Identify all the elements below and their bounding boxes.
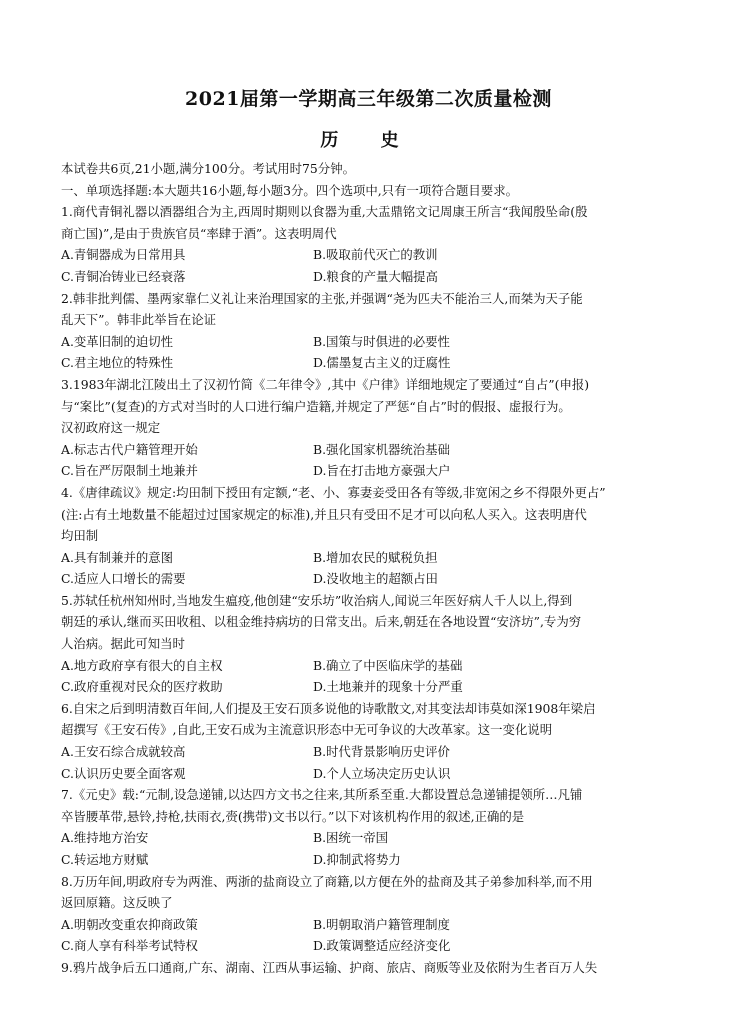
- question-text: 9.鸦片战争后五口通商,广东、湖南、江西从事运输、护商、旅店、商贩等业及依附为生者百万人失: [61, 959, 598, 975]
- question-text: 3.1983年湖北江陵出土了汉初竹简《二年律令》,其中《户律》详细地规定了要通过“自占”(申报): [61, 376, 590, 392]
- option-c: C.认识历史要全面客观: [61, 765, 186, 781]
- option-b: B.强化国家机器统治基础: [313, 441, 450, 457]
- question-text: 乱天下”。韩非此举旨在论证: [61, 312, 217, 328]
- option-d: D.个人立场决定历史认识: [313, 765, 451, 781]
- exam-content: [61, 158, 679, 979]
- question-text: 5.苏轼任杭州知州时,当地发生瘟疫,他创建“安乐坊”收治病人,闻说三年医好病人千人以上,得到: [61, 592, 573, 608]
- option-b: B.时代背景影响历史评价: [313, 744, 450, 760]
- question-4: [61, 482, 679, 590]
- option-a: A.标志古代户籍管理开始: [61, 441, 198, 457]
- option-c: C.政府重视对民众的医疗救助: [61, 679, 223, 695]
- option-a: A.明朝改变重农抑商政策: [61, 916, 198, 932]
- subject-title: 历 史: [320, 130, 417, 151]
- question-text: 7.《元史》载:“元制,设急递铺,以达四方文书之往来,其所系至重.大都设置总急递铺提领所…凡铺: [61, 787, 583, 803]
- option-b: B.困统一帝国: [313, 830, 388, 846]
- option-c: C.旨在严厉限制土地兼并: [61, 463, 198, 479]
- option-d: D.旨在打击地方豪强大户: [313, 463, 451, 479]
- option-a: A.变革旧制的迫切性: [61, 333, 174, 349]
- option-b: B.确立了中医临床学的基础: [313, 657, 463, 673]
- option-d: D.粮食的产量大幅提高: [313, 268, 438, 284]
- question-2: [61, 288, 679, 374]
- question-text: 超撰写《王安石传》,自此,王安石成为主流意识形态中无可争议的大改革家。这一变化说明: [61, 722, 553, 738]
- question-text: 与“案比”(复查)的方式对当时的人口进行编户造籍,并规定了严惩“自占”时的假报、虚报行为。: [61, 398, 571, 414]
- question-7: [61, 784, 679, 870]
- option-d: D.土地兼并的现象十分严重: [313, 679, 463, 695]
- question-text: 商亡国)”,是由于贵族官员“率肆于酒”。这表明周代: [61, 225, 337, 241]
- question-text: 卒皆腰革带,悬铃,持枪,扶雨衣,赍(携带)文书以行。”以下对该机构作用的叙述,正确的是: [61, 808, 525, 824]
- option-c: C.适应人口增长的需要: [61, 571, 186, 587]
- option-d: D.没收地主的超额占田: [313, 571, 438, 587]
- question-text: 2.韩非批判儒、墨两家靠仁义礼让来治理国家的主张,并强调“尧为匹夫不能治三人,而桀为天子能: [61, 290, 583, 306]
- question-text: 汉初政府这一规定: [61, 420, 161, 436]
- intro-line: 本试卷共6页,21小题,满分100分。考试用时75分钟。: [61, 161, 355, 176]
- question-text: (注:占有土地数量不能超过过国家规定的标准),并且只有受田不足才可以向私人买入。这表明唐代: [61, 506, 587, 522]
- question-1: [61, 201, 679, 287]
- option-a: A.维持地方治安: [61, 830, 149, 846]
- option-b: B.吸取前代灭亡的教训: [313, 247, 438, 263]
- option-d: D.政策调整适应经济变化: [313, 938, 451, 954]
- option-b: B.国策与时俱进的必要性: [313, 333, 450, 349]
- option-c: C.青铜冶铸业已经衰落: [61, 268, 186, 284]
- option-a: A.青铜器成为日常用具: [61, 247, 186, 263]
- question-text: 4.《唐律疏议》规定:均田制下授田有定额,“老、小、寡妻妾受田各有等级,非宽闲之乡不得限外更占”: [61, 484, 606, 500]
- option-b: B.增加农民的赋税负担: [313, 549, 438, 565]
- question-text: 6.自宋之后到明清数百年间,人们提及王安石顶多说他的诗歌散文,对其变法却讳莫如深1908年梁启: [61, 700, 596, 716]
- question-text: 1.商代青铜礼器以酒器组合为主,西周时期则以食器为重,大盂鼎铭文记周康王所言“我闻殷坠命(殷: [61, 204, 588, 220]
- option-a: A.具有制兼并的意图: [61, 549, 174, 565]
- option-c: C.君主地位的特殊性: [61, 355, 174, 371]
- question-text: 返回原籍。这反映了: [61, 895, 173, 911]
- option-c: C.转运地方财赋: [61, 852, 149, 867]
- question-text: 均田制: [61, 528, 99, 544]
- question-5: [61, 590, 679, 698]
- option-c: C.商人享有科举考试特权: [61, 938, 198, 954]
- option-b: B.明朝取消户籍管理制度: [313, 916, 450, 932]
- section-heading: 一、单项选择题:本大题共16小题,每小题3分。四个选项中,只有一项符合题目要求。: [61, 182, 518, 198]
- question-8: [61, 871, 679, 957]
- option-d: D.抑制武将势力: [313, 852, 401, 867]
- question-text: 人治病。据此可知当时: [61, 636, 185, 652]
- question-text: 朝廷的承认,继而买田收租、以租金维持病坊的日常支出。后来,朝廷在各地设置“安济坊”,专为穷: [61, 614, 582, 630]
- question-3: [61, 374, 679, 482]
- option-d: D.儒墨复古主义的迂腐性: [313, 355, 451, 371]
- question-9: [61, 957, 679, 979]
- option-a: A.地方政府享有很大的自主权: [61, 657, 223, 673]
- question-text: 8.万历年间,明政府专为两淮、两浙的盐商设立了商籍,以方便在外的盐商及其子弟参加科举,而不用: [61, 873, 593, 889]
- option-a: A.王安石综合成就较高: [61, 744, 186, 760]
- exam-title: 2021届第一学期高三年级第二次质量检测: [185, 88, 552, 110]
- question-6: [61, 698, 679, 784]
